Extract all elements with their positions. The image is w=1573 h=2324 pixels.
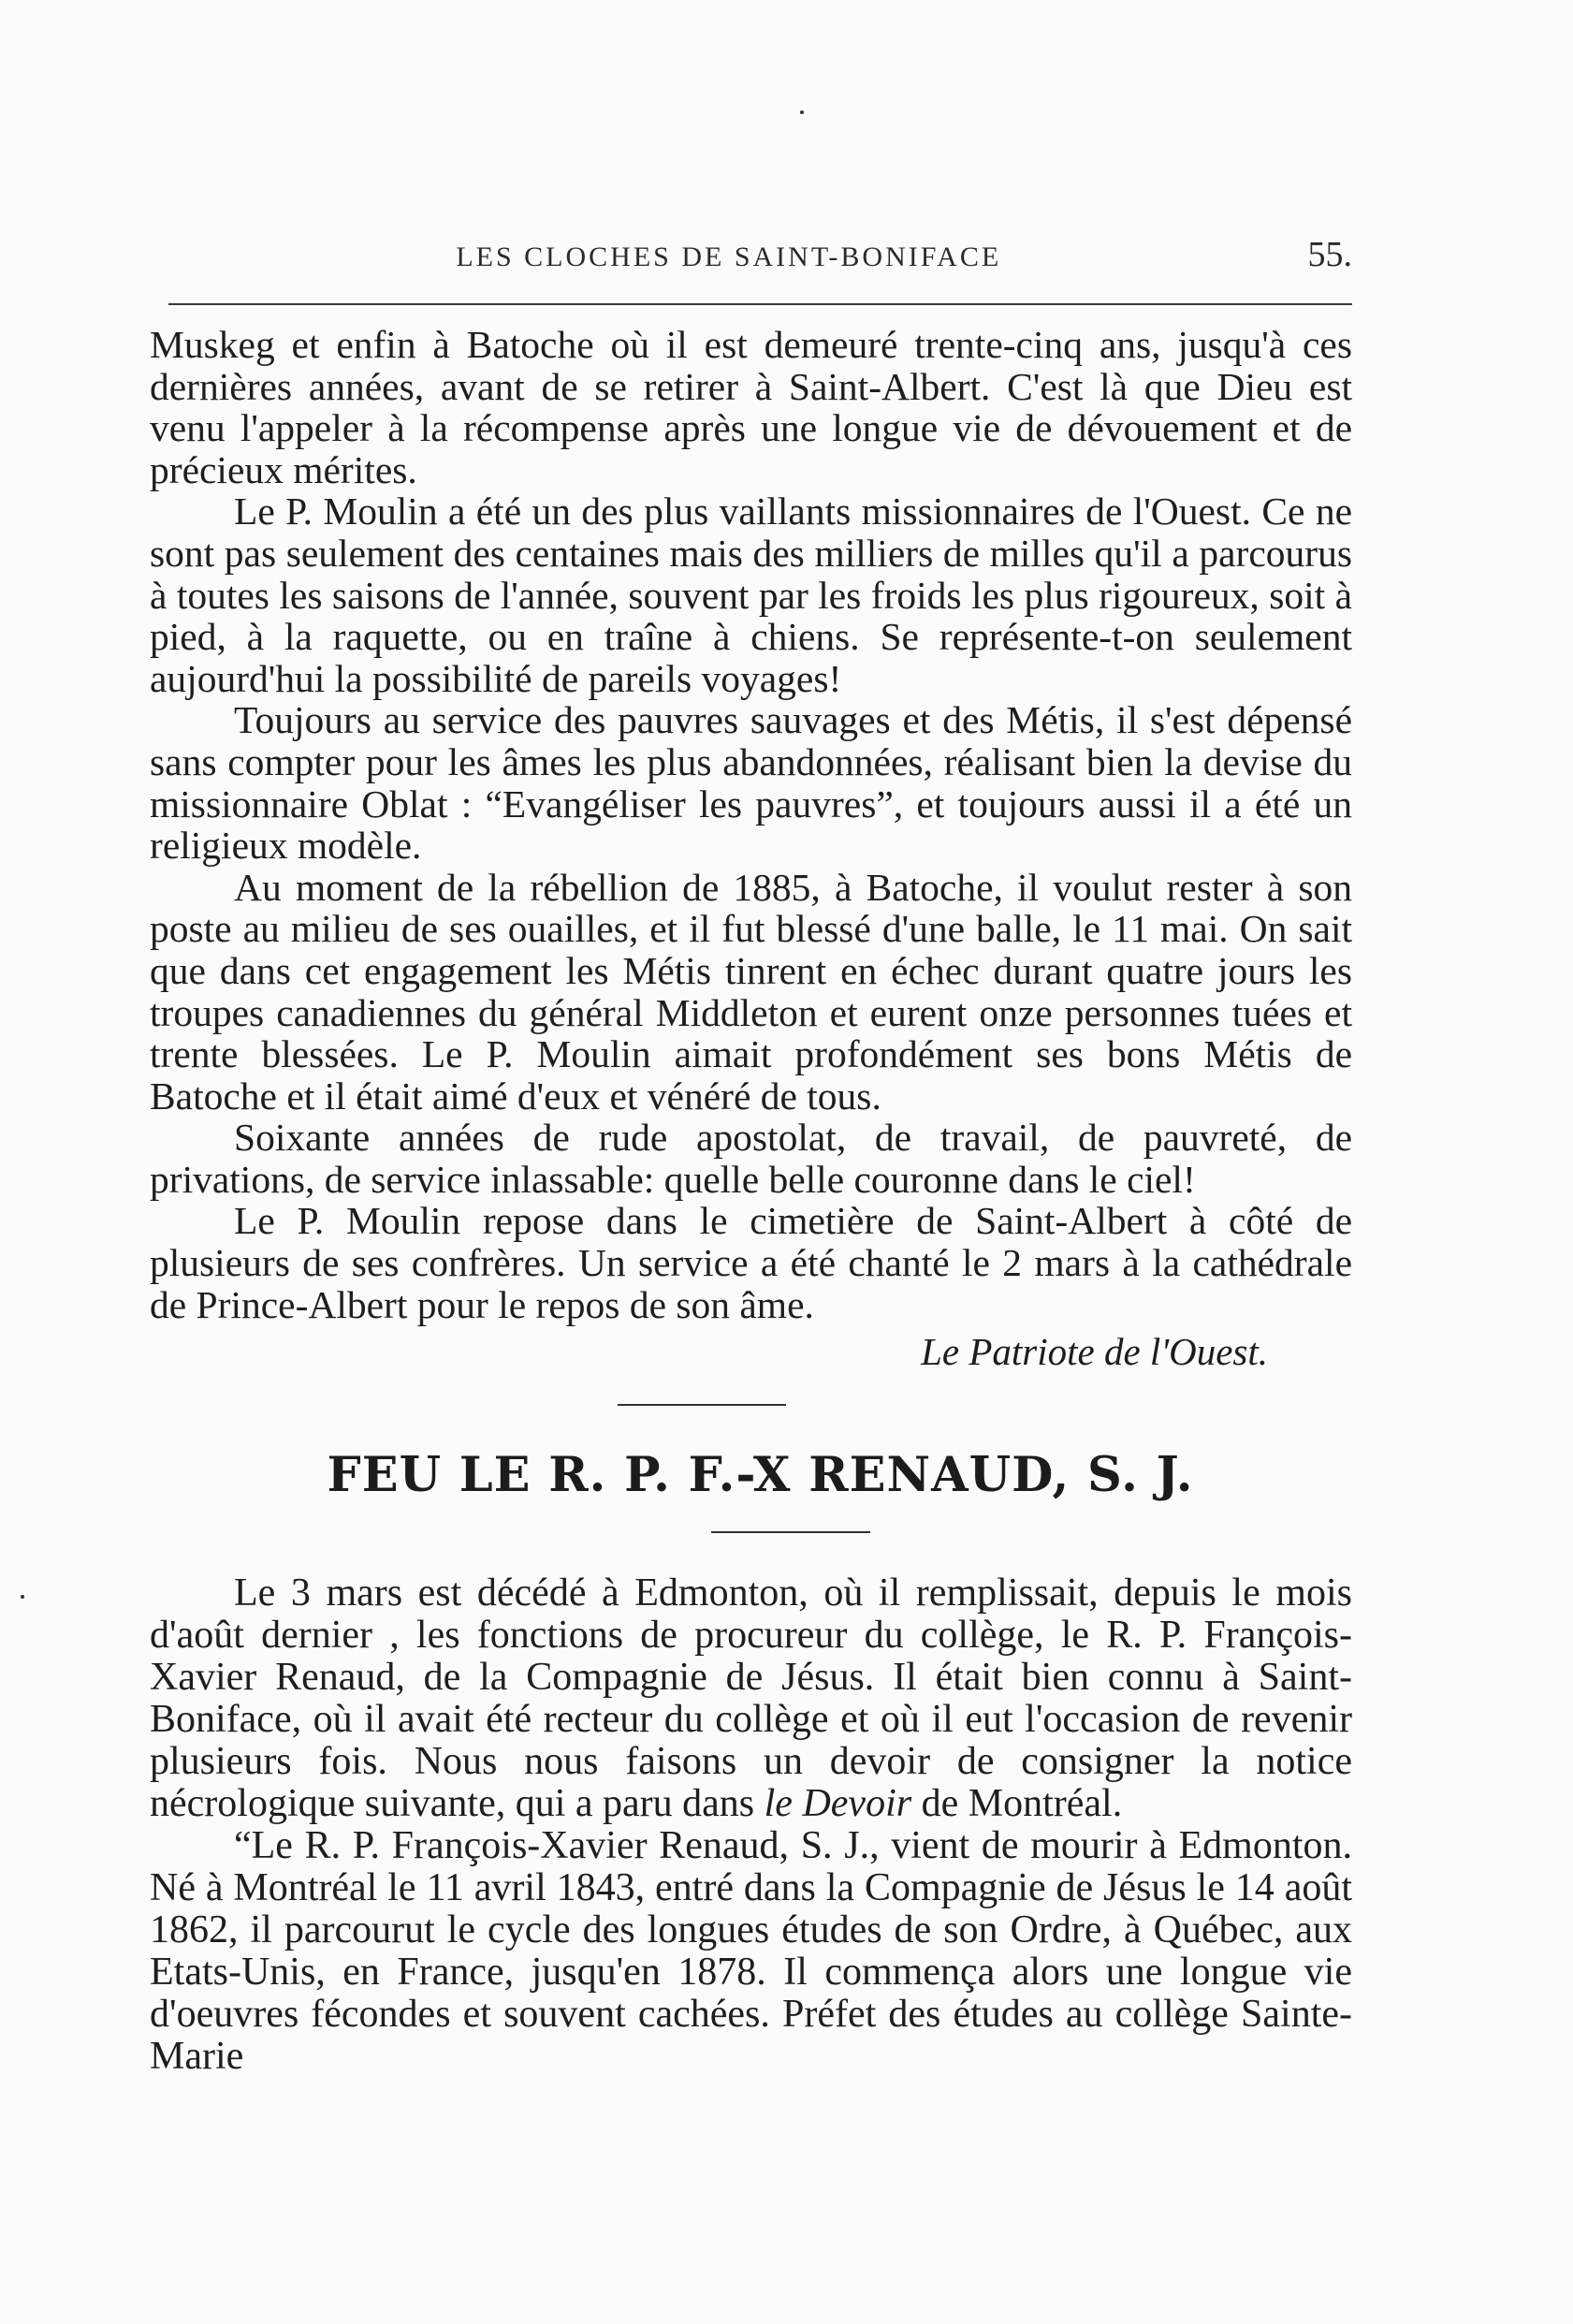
section-divider [618,1404,786,1406]
newspaper-title: le Devoir [764,1782,912,1826]
paragraph: Toujours au service des pauvres sauvages et des Métis, il s'est dépensé sans compter pour les âmes les plus abandonnées, réalisant bien la devise du missionnaire Oblat : “Evangéliser les pauvres”, et toujours aussi il a été un religieux modèle. [150,698,1352,868]
paragraph-text: de Montréal. [911,1782,1123,1826]
header-rule [168,303,1352,305]
paragraph: Le P. Moulin repose dans le cimetière de Saint-Albert à côté de plusieurs de ses confrères. Un service a été chanté le 2 mars à la cathédrale de Prince-Albert pour le repos de son âme. [150,1199,1352,1326]
paragraph: Muskeg et enfin à Batoche où il est demeuré trente-cinq ans, jusqu'à ces dernières années, avant de se retirer à Saint-Albert. C'est là que Dieu est venu l'appeler à la récompense après une longue vie de dévouement et de précieux mérites. [150,323,1352,491]
book-page [150,234,1352,2078]
scan-speck [21,1595,24,1599]
heading-underline [711,1531,870,1533]
article-renaud [150,1572,1352,2078]
running-title: LES CLOCHES DE SAINT-BONIFACE [456,241,1002,272]
paragraph: Au moment de la rébellion de 1885, à Batoche, il voulut rester à son poste au milieu de ses ouailles, et il fut blessé d'une balle, le 11 mai. On sait que dans cet engagement les Métis tinrent en échec durant quatre jours les troupes canadiennes du général Middleton et eurent onze personnes tuées et trente blessées. Le P. Moulin aimait profondément ses bons Métis de Batoche et il était aimé d'eux et vénéré de tous. [150,865,1352,1118]
paragraph [150,1572,1352,1825]
running-head [150,234,1352,281]
source-signature: Le Patriote de l'Ouest. [921,1330,1268,1374]
paragraph: Le P. Moulin a été un des plus vaillants missionnaires de l'Ouest. Ce ne sont pas seulement des centaines mais des milliers de milles qu'il a parcourus à toutes les saisons de l'année, souvent par les froids les plus rigoureux, soit à pied, à la raquette, ou en traîne à chiens. Se représente-t-on seulement aujourd'hui la possibilité de pareils voyages! [150,490,1352,700]
paragraph: “Le R. P. François-Xavier Renaud, S. J., vient de mourir à Edmonton. Né à Montréal le 11 avril 1843, entré dans la Compagnie de Jésus le 14 août 1862, il parcourut le cycle des longues études de son Ordre, à Québec, aux Etats-Unis, en France, jusqu'en 1878. Il commença alors une longue vie d'oeuvres fécondes et souvent cachées. Préfet des études au collège Sainte-Marie [150,1824,1352,2079]
scan-speck [800,110,804,114]
page-number: 55. [1307,235,1352,274]
article-heading: FEU LE R. P. F.-X RENAUD, S. J. [327,1447,1194,1504]
paragraph: Soixante années de rude apostolat, de travail, de pauvreté, de privations, de service inlassable: quelle belle couronne dans le ciel! [150,1116,1352,1201]
article-moulin [150,324,1352,1325]
paragraph-text: Le 3 mars est décédé à Edmonton, où il remplissait, depuis le mois d'août dernier , les fonctions de procureur du collège, le R. P. François-Xavier Renaud, de la Compagnie de Jésus. Il était bien connu à Saint-Boniface, où il avait été recteur du collège et où il eut l'occasion de revenir plusieurs fois. Nous nous faisons un devoir de consigner la notice nécrologique suivante, qui a paru dans [150,1571,1352,1826]
